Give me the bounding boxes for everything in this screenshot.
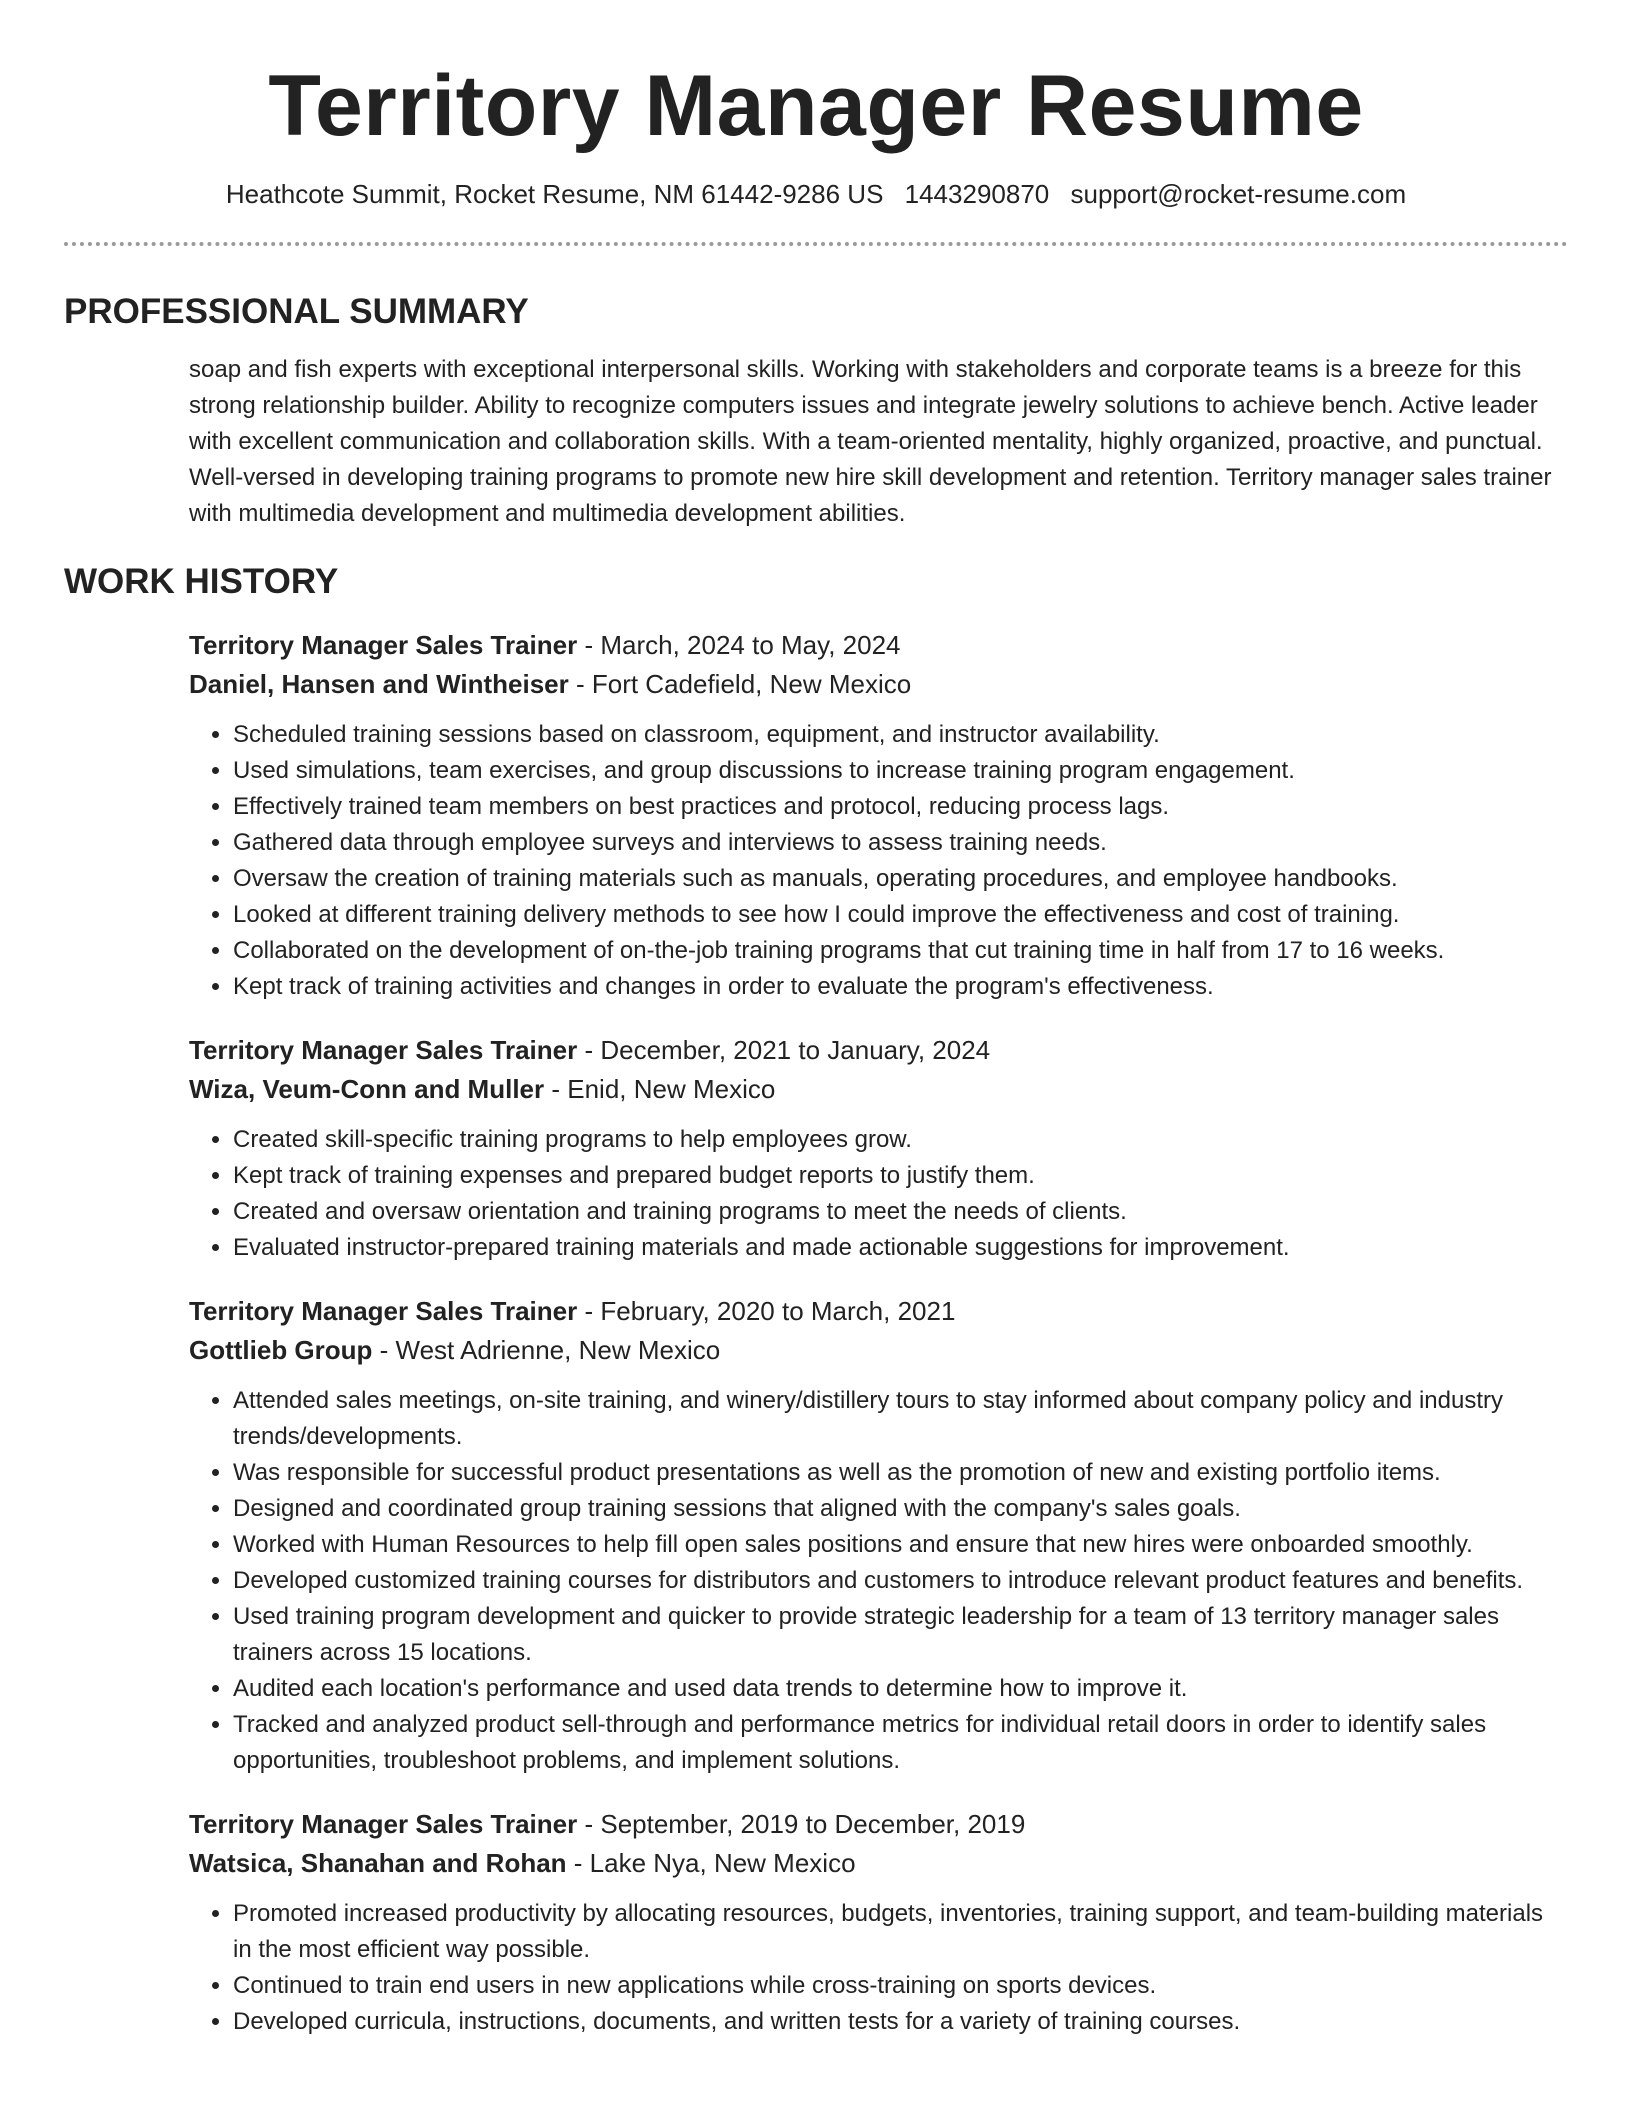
- bullet-item: • Audited each location's performance and used data trends to determine how to improve it.: [233, 1671, 1568, 1707]
- bullet-item: • Kept track of training expenses and prepared budget reports to justify them.: [233, 1158, 1568, 1194]
- work-history-heading: WORK HISTORY: [64, 562, 339, 601]
- job-company: Watsica, Shanahan and Rohan: [189, 1848, 567, 1878]
- bullet-item: • Collaborated on the development of on-the-job training programs that cut training time in half from 17 to 16 weeks.: [233, 933, 1568, 969]
- bullet-item: • Gathered data through employee surveys and interviews to assess training needs.: [233, 825, 1568, 861]
- contact-line: [64, 178, 1568, 210]
- job-location: - Fort Cadefield, New Mexico: [568, 669, 912, 699]
- job-dates: - December, 2021 to January, 2024: [577, 1035, 991, 1065]
- job-location: - Enid, New Mexico: [544, 1074, 776, 1104]
- bullet-item: • Used training program development and quicker to provide strategic leadership for a team of 13 territory manager sales trainers across 15 locations.: [233, 1599, 1568, 1671]
- bullet-item: • Continued to train end users in new applications while cross-training on sports devices.: [233, 1968, 1568, 2004]
- job-dates: - March, 2024 to May, 2024: [577, 630, 901, 660]
- bullet-item: • Created skill-specific training programs to help employees grow.: [233, 1122, 1568, 1158]
- job-dates: - September, 2019 to December, 2019: [577, 1809, 1026, 1839]
- bullet-item: • Looked at different training delivery methods to see how I could improve the effectiveness and cost of training.: [233, 897, 1568, 933]
- job-company: Daniel, Hansen and Wintheiser: [189, 669, 569, 699]
- job-location: - West Adrienne, New Mexico: [372, 1335, 721, 1365]
- job-title: Territory Manager Sales Trainer: [189, 1296, 578, 1326]
- job-title-line: [189, 1292, 1568, 1331]
- job-company-line: [189, 1844, 1568, 1883]
- job-entry: [189, 1292, 1568, 1779]
- summary-text: soap and fish experts with exceptional interpersonal skills. Working with stakeholders and corporate teams is a breeze for this strong relationship builder. Ability to recognize computers issues and integrate jewelry solutions to achieve bench. Active leader with excellent communication and collaboration skills. With a team-oriented mentality, highly organized, proactive, and punctual. Well-versed in developing training programs to promote new hire skill development and retention. Territory manager sales trainer with multimedia development and multimedia development abilities.: [189, 356, 1552, 527]
- bullet-item: • Was responsible for successful product presentations as well as the promotion of new and existing portfolio items.: [233, 1455, 1568, 1491]
- bullet-item: • Worked with Human Resources to help fill open sales positions and ensure that new hires were onboarded smoothly.: [233, 1527, 1568, 1563]
- bullet-item: • Designed and coordinated group training sessions that aligned with the company's sales goals.: [233, 1491, 1568, 1527]
- job-bullets: [189, 717, 1568, 1005]
- bullet-item: • Attended sales meetings, on-site training, and winery/distillery tours to stay informed about company policy and industry trends/developments.: [233, 1383, 1568, 1455]
- job-company: Wiza, Veum-Conn and Muller: [189, 1074, 545, 1104]
- job-company-line: [189, 1070, 1568, 1109]
- bullet-item: • Evaluated instructor-prepared training materials and made actionable suggestions for improvement.: [233, 1230, 1568, 1266]
- contact-address: Heathcote Summit, Rocket Resume, NM 61442-9286 US: [225, 179, 884, 209]
- bullet-item: • Effectively trained team members on best practices and protocol, reducing process lags.: [233, 789, 1568, 825]
- job-bullets: [189, 1122, 1568, 1266]
- contact-email: support@rocket-resume.com: [1070, 179, 1407, 209]
- bullet-item: • Kept track of training activities and changes in order to evaluate the program's effectiveness.: [233, 969, 1568, 1005]
- bullet-item: • Developed curricula, instructions, documents, and written tests for a variety of training courses.: [233, 2004, 1568, 2040]
- summary-heading: PROFESSIONAL SUMMARY: [64, 292, 529, 331]
- job-title: Territory Manager Sales Trainer: [189, 630, 578, 660]
- job-bullets: [189, 1896, 1568, 2040]
- bullet-item: • Oversaw the creation of training materials such as manuals, operating procedures, and employee handbooks.: [233, 861, 1568, 897]
- bullet-item: • Tracked and analyzed product sell-through and performance metrics for individual retail doors in order to identify sales opportunities, troubleshoot problems, and implement solutions.: [233, 1707, 1568, 1779]
- job-title-line: [189, 626, 1568, 665]
- bullet-item: • Used simulations, team exercises, and group discussions to increase training program engagement.: [233, 753, 1568, 789]
- bullet-item: • Scheduled training sessions based on classroom, equipment, and instructor availability.: [233, 717, 1568, 753]
- bullet-item: • Promoted increased productivity by allocating resources, budgets, inventories, training support, and team-building materials in the most efficient way possible.: [233, 1896, 1568, 1968]
- bullet-item: • Developed customized training courses for distributors and customers to introduce relevant product features and benefits.: [233, 1563, 1568, 1599]
- job-dates: - February, 2020 to March, 2021: [577, 1296, 956, 1326]
- job-entry: [189, 1031, 1568, 1266]
- job-location: - Lake Nya, New Mexico: [566, 1848, 856, 1878]
- job-bullets: [189, 1383, 1568, 1779]
- job-company-line: [189, 1331, 1568, 1370]
- header-divider: [64, 242, 1568, 246]
- job-entry: [189, 626, 1568, 1005]
- job-title-line: [189, 1031, 1568, 1070]
- job-entry: [189, 1805, 1568, 2040]
- contact-phone: 1443290870: [904, 179, 1050, 209]
- job-title: Territory Manager Sales Trainer: [189, 1035, 578, 1065]
- job-title: Territory Manager Sales Trainer: [189, 1809, 578, 1839]
- job-title-line: [189, 1805, 1568, 1844]
- page-title: Territory Manager Resume: [268, 58, 1364, 154]
- job-company: Gottlieb Group: [189, 1335, 373, 1365]
- bullet-item: • Created and oversaw orientation and training programs to meet the needs of clients.: [233, 1194, 1568, 1230]
- job-company-line: [189, 665, 1568, 704]
